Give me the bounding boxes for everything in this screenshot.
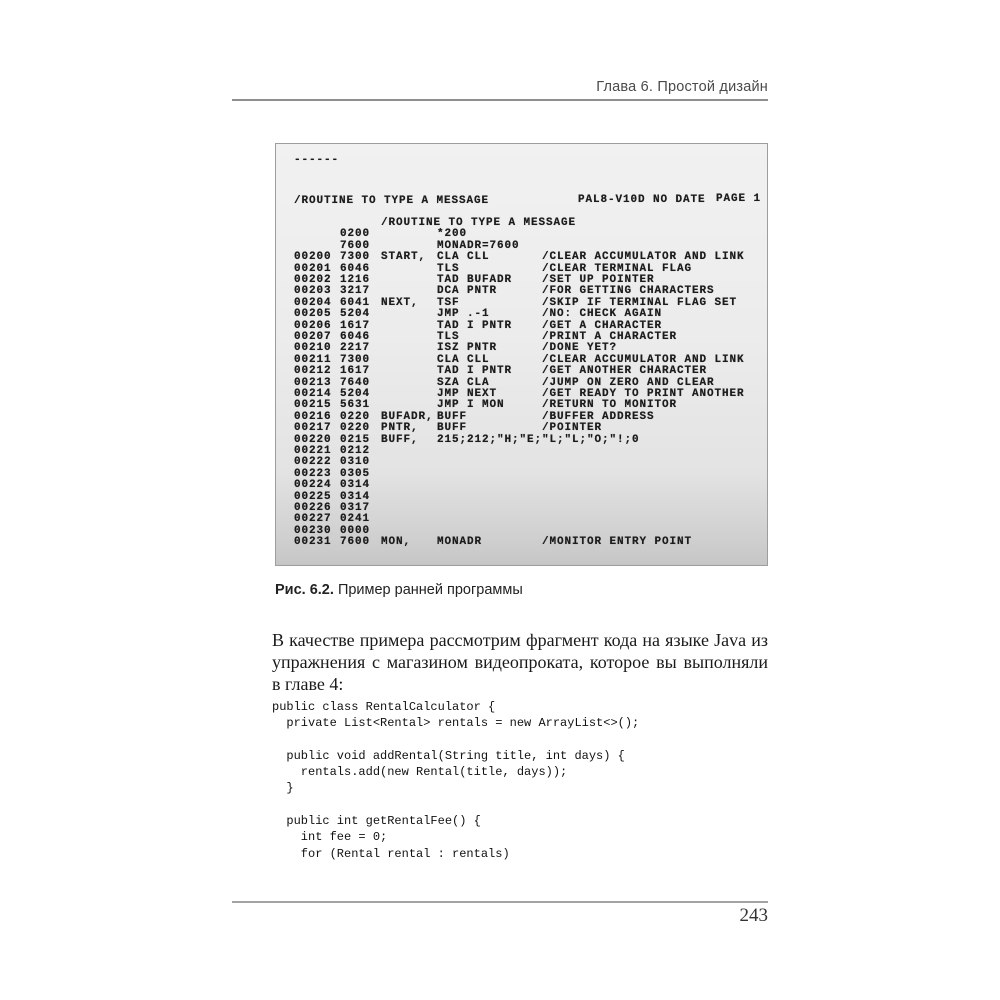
listing-address: 00201	[294, 262, 332, 275]
listing-label: BUFADR,	[381, 410, 434, 423]
listing-address: 00230	[294, 524, 332, 537]
listing-octal-code: 7300	[340, 251, 371, 264]
listing-row	[276, 537, 767, 548]
code-line: public int getRentalFee() {	[272, 814, 481, 829]
figure-caption-label: Рис. 6.2.	[275, 582, 334, 598]
listing-label: BUFF,	[381, 433, 419, 446]
listing-address: 00220	[294, 433, 332, 446]
listing-octal-code: 7300	[340, 353, 371, 366]
listing-address: 00215	[294, 399, 332, 412]
code-line: for (Rental rental : rentals)	[272, 846, 510, 861]
paragraph-line: В качестве примера рассмотрим фрагмент кода на языке Java из	[272, 630, 768, 650]
listing-octal-code: 0200	[340, 228, 371, 241]
listing-header-title: /ROUTINE TO TYPE A MESSAGE	[294, 195, 490, 207]
listing-address: 00206	[294, 319, 332, 332]
listing-instruction: CLA CLL	[437, 353, 490, 366]
listing-comment: /SET UP POINTER	[542, 274, 655, 286]
listing-address: 00202	[294, 274, 332, 286]
listing-row	[276, 423, 767, 434]
listing-octal-code: 6041	[340, 296, 371, 309]
listing-row	[276, 366, 767, 377]
listing-header-assembler: PAL8-V10D NO DATE	[578, 194, 706, 206]
listing-address: 00217	[294, 422, 332, 435]
listing-comment: /FOR GETTING CHARACTERS	[542, 285, 715, 298]
listing-instruction: ISZ PNTR	[437, 342, 498, 355]
listing-address: 00210	[294, 342, 332, 355]
listing-octal-code: 0317	[340, 502, 371, 514]
paragraph-line: в главе 4:	[272, 674, 344, 694]
listing-octal-code: 1617	[340, 319, 371, 332]
listing-comment: /POINTER	[542, 422, 603, 435]
listing-label: PNTR,	[381, 422, 419, 435]
header-rule	[232, 99, 768, 101]
listing-address: 00225	[294, 490, 332, 503]
listing-octal-code: 0310	[340, 456, 371, 469]
code-line: private List<Rental> rentals = new ArrayList<>();	[272, 716, 640, 731]
listing-octal-code: 0314	[340, 490, 371, 503]
listing-address: 00211	[294, 353, 332, 366]
listing-octal-code: 5204	[340, 388, 371, 400]
listing-comment: /NO: CHECK AGAIN	[542, 308, 663, 321]
listing-octal-code: 7640	[340, 376, 371, 389]
listing-comment: /PRINT A CHARACTER	[542, 331, 678, 343]
listing-instruction: BUFF	[437, 410, 468, 423]
listing-row	[276, 309, 767, 320]
listing-label: NEXT,	[381, 296, 419, 309]
listing-address: 00223	[294, 467, 332, 480]
listing-address: 00226	[294, 502, 332, 514]
listing-label: /ROUTINE TO TYPE A MESSAGE	[381, 217, 577, 229]
listing-instruction: TLS	[437, 331, 460, 343]
listing-address: 00204	[294, 296, 332, 309]
listing-address: 00224	[294, 479, 332, 492]
listing-instruction: JMP .-1	[437, 308, 490, 321]
listing-octal-code: 2217	[340, 342, 371, 355]
listing-comment: /GET ANOTHER CHARACTER	[542, 365, 708, 378]
listing-comment: /CLEAR TERMINAL FLAG	[542, 262, 693, 275]
listing-instruction: DCA PNTR	[437, 285, 498, 298]
paragraph-line: упражнения с магазином видеопроката, которое вы выполняли	[272, 652, 768, 672]
listing-comment: /JUMP ON ZERO AND CLEAR	[542, 376, 715, 389]
listing-address: 00216	[294, 410, 332, 423]
code-line: }	[272, 781, 294, 796]
listing-instruction: CLA CLL	[437, 251, 490, 264]
listing-address: 00207	[294, 331, 332, 343]
listing-instruction: JMP NEXT	[437, 388, 498, 400]
listing-octal-code: 5204	[340, 308, 371, 321]
listing-body	[276, 218, 767, 558]
listing-comment: /CLEAR ACCUMULATOR AND LINK	[542, 251, 745, 264]
code-line: public void addRental(String title, int days) {	[272, 748, 625, 763]
code-line: int fee = 0;	[272, 830, 388, 845]
listing-octal-code: 0220	[340, 422, 371, 435]
listing-address: 00203	[294, 285, 332, 298]
listing-instruction: TAD I PNTR	[437, 319, 513, 332]
listing-comment: /GET READY TO PRINT ANOTHER	[542, 388, 745, 400]
listing-octal-code: 0241	[340, 513, 371, 526]
code-line	[272, 797, 768, 813]
listing-address: 00205	[294, 308, 332, 321]
listing-octal-code: 0305	[340, 467, 371, 480]
code-block	[272, 699, 768, 862]
listing-header-page: PAGE 1	[716, 193, 762, 205]
listing-dashes: ------	[294, 154, 340, 166]
listing-octal-code: 1617	[340, 365, 371, 378]
listing-address: 00213	[294, 376, 332, 389]
listing-address: 00221	[294, 445, 332, 457]
listing-comment: /SKIP IF TERMINAL FLAG SET	[542, 296, 738, 309]
listing-address: 00200	[294, 251, 332, 264]
listing-octal-code: 0212	[340, 445, 371, 457]
listing-octal-code: 0215	[340, 433, 371, 446]
listing-comment: /GET A CHARACTER	[542, 319, 663, 332]
listing-instruction: *200	[437, 228, 468, 241]
listing-address: 00231	[294, 536, 332, 549]
listing-label: MON,	[381, 536, 412, 549]
listing-octal-code: 7600	[340, 536, 371, 549]
listing-address: 00214	[294, 388, 332, 400]
listing-row	[276, 252, 767, 263]
listing-instruction: 215;212;"H;"E;"L;"L;"O;"!;0	[437, 433, 640, 446]
listing-instruction: TAD I PNTR	[437, 365, 513, 378]
listing-instruction: TSF	[437, 296, 460, 309]
listing-octal-code: 7600	[340, 239, 371, 252]
listing-instruction: TAD BUFADR	[437, 274, 513, 286]
listing-octal-code: 1216	[340, 274, 371, 286]
listing-octal-code: 0314	[340, 479, 371, 492]
listing-label: START,	[381, 251, 427, 264]
listing-instruction: BUFF	[437, 422, 468, 435]
listing-octal-code: 0220	[340, 410, 371, 423]
listing-comment: /MONITOR ENTRY POINT	[542, 536, 693, 549]
page-number: 243	[739, 905, 768, 926]
body-paragraph	[272, 629, 768, 695]
listing-comment: /BUFFER ADDRESS	[542, 410, 655, 423]
listing-instruction: MONADR	[437, 536, 483, 549]
chapter-title: Глава 6. Простой дизайн	[596, 79, 768, 95]
listing-comment: /RETURN TO MONITOR	[542, 399, 678, 412]
figure-caption	[275, 581, 523, 599]
code-line	[272, 732, 768, 748]
code-line: rentals.add(new Rental(title, days));	[272, 765, 568, 780]
listing-address: 00222	[294, 456, 332, 469]
code-line: public class RentalCalculator {	[272, 700, 496, 714]
figure-scan	[275, 143, 768, 566]
figure-caption-text: Пример ранней программы	[337, 582, 523, 598]
listing-row	[276, 480, 767, 491]
listing-octal-code: 5631	[340, 399, 371, 412]
listing-octal-code: 6046	[340, 262, 371, 275]
listing-instruction: SZA CLA	[437, 376, 490, 389]
listing-octal-code: 0000	[340, 524, 371, 537]
listing-address: 00227	[294, 513, 332, 526]
listing-comment: /CLEAR ACCUMULATOR AND LINK	[542, 353, 745, 366]
listing-octal-code: 3217	[340, 285, 371, 298]
listing-address: 00212	[294, 365, 332, 378]
listing-octal-code: 6046	[340, 331, 371, 343]
listing-instruction: JMP I MON	[437, 399, 505, 412]
listing-instruction: TLS	[437, 262, 460, 275]
listing-instruction: MONADR=7600	[437, 239, 520, 252]
listing-comment: /DONE YET?	[542, 342, 618, 355]
footer-rule	[232, 901, 768, 903]
